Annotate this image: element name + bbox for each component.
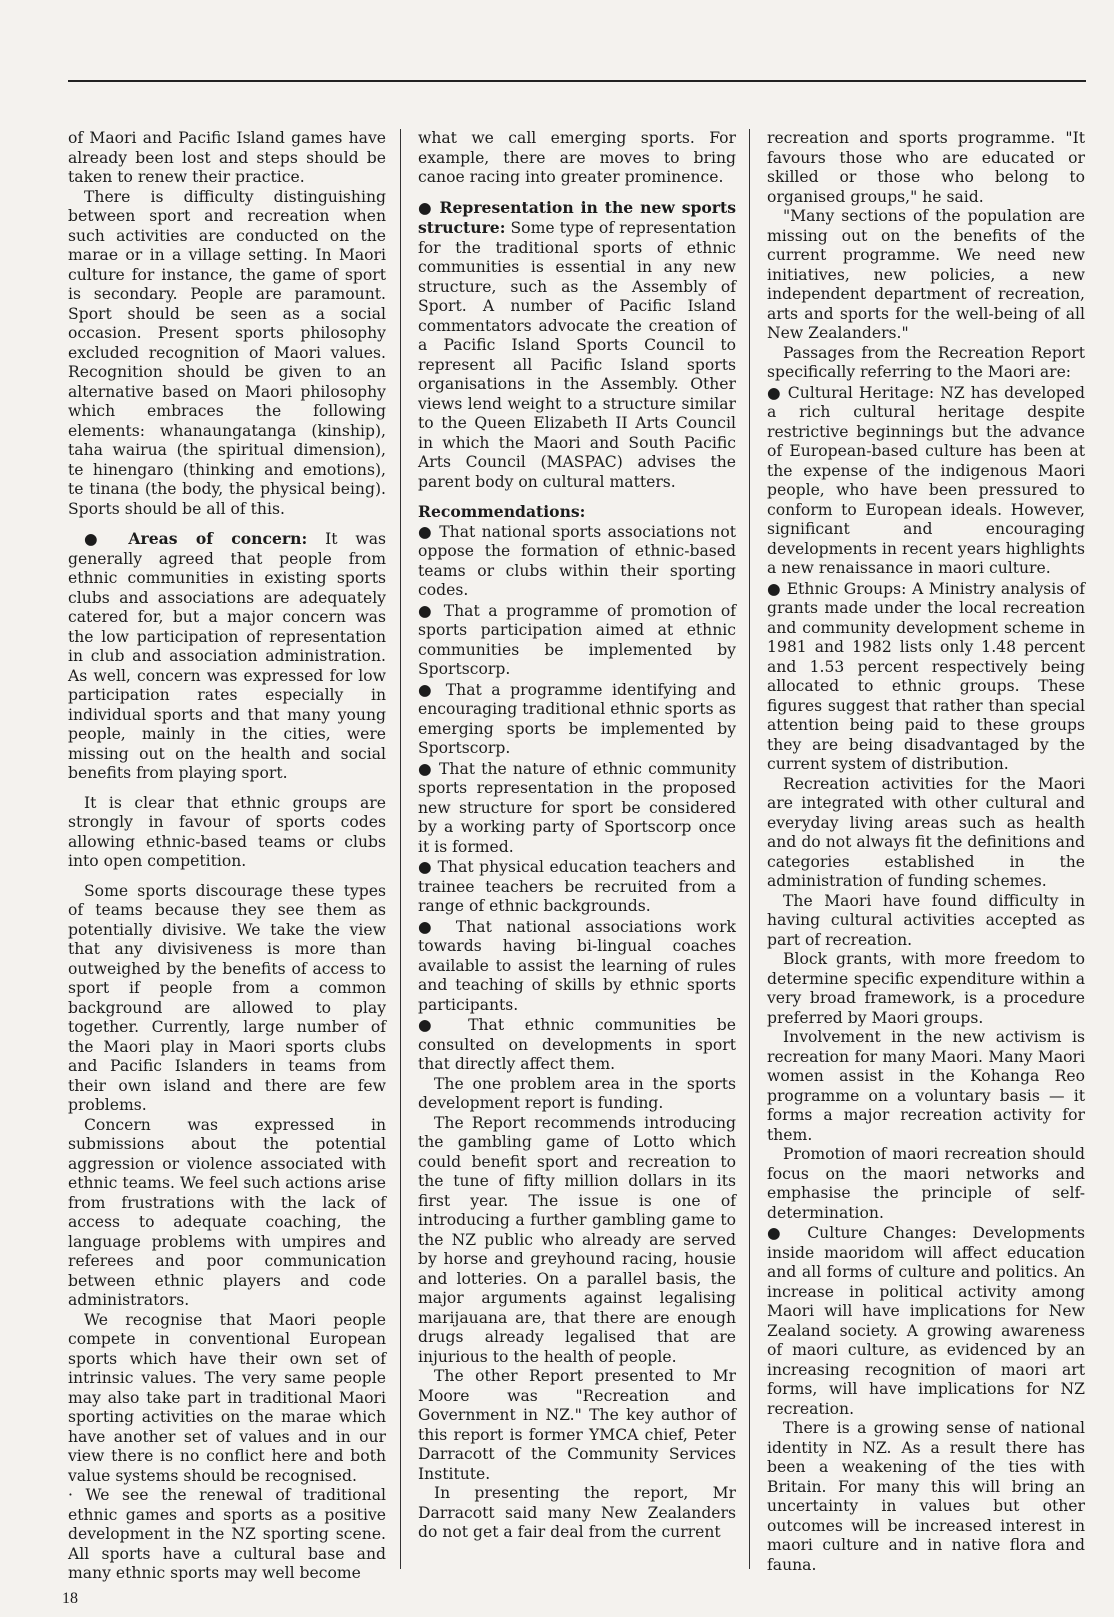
paragraph-representation <box>418 198 736 493</box>
bullet-icon: ● <box>418 600 436 620</box>
recommendation-text: That a programme identifying and encouraging traditional ethnic sports as emerging sports be implemented by Sportscorp. <box>418 680 736 757</box>
recommendation-text: That a programme of promotion of sports participation aimed at ethnic communities be implemented by Sportscorp. <box>418 601 737 678</box>
bullet-icon: ● <box>767 578 782 598</box>
paragraph: In presenting the report, Mr Darracott said many New Zealanders do not get a fair deal from the current <box>418 1484 736 1541</box>
paragraph: Recreation activities for the Maori are integrated with other cultural and everyday living areas such as health and do not always fit the definitions and categories established in the administration of funding schemes. <box>767 774 1085 890</box>
bullet-icon: ● <box>418 916 442 936</box>
paragraph-areas-of-concern <box>68 529 386 784</box>
paragraph: The other Report presented to Mr Moore was "Recreation and Government in NZ." The key author of this report is former YMCA chief, Peter Darracott of the Community Services Institute. <box>418 1367 736 1483</box>
recommendation-text: That national sports associations not oppose the formation of ethnic-based teams or clubs within their sporting codes. <box>418 522 736 599</box>
bullet-icon: ● <box>418 679 437 699</box>
paragraph-text: It was generally agreed that people from ethnic communities in existing sports clubs and associations are adequately catered for, but a major concern was the low participation of representation in club and association administration. As well, concern was expressed for low participation rates especially in individual sports and that many young people, mainly in the cities, were missing out on the health and social benefits from playing sport. <box>68 530 387 782</box>
recommendation-text: That ethnic communities be consulted on developments in sport that directly affect them. <box>418 1016 736 1073</box>
bullet-icon: ● <box>767 1223 792 1242</box>
bullet-icon: ● <box>418 521 433 541</box>
recommendation-item <box>418 601 736 680</box>
paragraph: "Many sections of the population are missing out on the benefits of the current programme. We need new initiatives, new policies, a new independent department of recreation, arts and sports for the well-being of all New Zealanders." <box>767 207 1085 342</box>
paragraph: There is difficulty distinguishing between sport and recreation when such activities are conducted on the marae or in a village setting. In Maori culture for instance, the game of sport is secondary. People are paramount. Sport should be seen as a social occasion. Present sports philosophy excluded recognition of Maori values. Recognition should be given to an alternative based on Maori philosophy which embraces the following elements: whanaungatanga (kinship), taha wairua (the spiritual dimension), te hinengaro (thinking and emotions), te tinana (the body, the physical being). Sports should be all of this. <box>68 187 386 518</box>
recommendation-text: That national associations work towards having bi-lingual coaches available to assist the learning of rules and teaching of skills by ethnic sports participants. <box>418 917 736 1014</box>
bullet-icon: ● <box>418 197 434 217</box>
paragraph-bulleted <box>767 383 1085 579</box>
paragraph: Block grants, with more freedom to determine specific expenditure within a very broad framework, is a procedure preferred by Maori groups. <box>767 950 1085 1027</box>
paragraph: It is clear that ethnic groups are strongly in favour of sports codes allowing ethnic-based teams or clubs into open competition. <box>68 793 386 870</box>
paragraph: There is a growing sense of national identity in NZ. As a result there has been a weakening of the ties with Britain. For many this will bring an uncertainty in values but other outcomes will be increased interest in maori culture and in native flora and fauna. <box>767 1419 1085 1574</box>
paragraph: The Maori have found difficulty in having cultural activities accepted as part of recreation. <box>767 891 1085 949</box>
recommendations-heading: Recommendations: <box>418 502 586 521</box>
paragraph-text: Ethnic Groups: A Ministry analysis of grants made under the local recreation and community development scheme in 1981 and 1982 lists only 1.48 percent and 1.53 percent respectively being allocated to ethnic groups. These figures suggest that rather than special attention being paid to these groups they are being disadvantaged by the current system of distribution. <box>767 579 1085 773</box>
paragraph: The Report recommends introducing the gambling game of Lotto which could benefit sport and recreation to the tune of fifty million dollars in its first year. The issue is one of introducing a further gambling game to the NZ public who already are served by horse and greyhound racing, housie and lotteries. On a parallel basis, the major arguments against legalising marijauana are, that there are enough drugs already legalised that are injurious to the health of people. <box>418 1113 736 1366</box>
paragraph: Some sports discourage these types of teams because they see them as potentially divisive. We take the view that any divisiveness is more than outweighed by the benefits of access to sport if people from a common background are allowed to play together. Currently, large number of the Maori play in Maori sports clubs and Pacific Islanders in teams from their own island and there are few problems. <box>68 881 386 1114</box>
bullet-icon: ● <box>418 857 433 876</box>
paragraph: what we call emerging sports. For example, there are moves to bring canoe racing into greater prominence. <box>418 129 736 186</box>
bullet-icon: ● <box>767 382 782 402</box>
page-number: 18 <box>62 1590 78 1607</box>
paragraph: Passages from the Recreation Report specifically referring to the Maori are: <box>767 343 1085 381</box>
recommendation-item <box>418 917 736 1016</box>
paragraph: The one problem area in the sports development report is funding. <box>418 1074 736 1112</box>
paragraph: Promotion of maori recreation should focus on the maori networks and emphasise the principle of self-determination. <box>767 1145 1085 1222</box>
recommendation-item <box>418 759 736 858</box>
paragraph: · We see the renewal of traditional ethnic games and sports as a positive development in the NZ sporting scene. All sports have a cultural base and many ethnic sports may well become <box>68 1486 386 1582</box>
paragraph-text: Cultural Heritage: NZ has developed a rich cultural heritage despite restrictive beginnings but the advance of European-based culture has been at the expense of the indigenous Maori people, who have been pressured to conform to European ideals. However, significant and encouraging developments in recent years highlights a new renaissance in maori culture. <box>767 383 1085 577</box>
bullet-icon: ● <box>418 1015 448 1034</box>
column-3 <box>767 129 1085 1574</box>
recommendation-text: That physical education teachers and trainee teachers be recruited from a range of ethnic backgrounds. <box>418 858 736 915</box>
column-1 <box>68 129 387 1582</box>
paragraph-text: Some type of representation for the traditional sports of ethnic communities is essential in any new structure, such as the Assembly of Sport. A number of Pacific Island commentators advocate the creation of a Pacific Island Sports Council to represent all Pacific Island sports organisations in the Assembly. Other views lend weight to a structure similar to the Queen Elizabeth II Arts Council in which the Maori and South Pacific Arts Council (MASPAC) advises the parent body on cultural matters. <box>418 219 736 491</box>
subhead: Representation in the new sports structure: <box>418 197 736 237</box>
paragraph-bulleted <box>767 1223 1085 1419</box>
paragraph-text: Culture Changes: Developments inside maoridom will affect education and all forms of culture and politics. An increase in political activity among Maori will have implications for New Zealand society. A growing awareness of maori culture, as evidenced by an increasing recognition of maori art forms, will have implications for NZ recreation. <box>767 1224 1085 1418</box>
column-divider <box>400 129 401 1569</box>
column-divider <box>749 129 750 1569</box>
recommendation-text: That the nature of ethnic community sports representation in the proposed new structure for sport be considered by a working party of Sportscorp once it is formed. <box>418 759 737 856</box>
column-2 <box>418 129 736 1569</box>
recommendation-item <box>418 680 736 759</box>
recommendation-item <box>418 857 736 917</box>
bullet-icon: ● <box>84 529 111 548</box>
subhead: Areas of concern: <box>128 529 308 548</box>
recommendation-item <box>418 522 736 601</box>
paragraph: Involvement in the new activism is recreation for many Maori. Many Maori women assist in the Kohanga Reo programme on a voluntary basis — it forms a major recreation activity for them. <box>767 1028 1085 1144</box>
paragraph-bulleted <box>767 579 1085 775</box>
paragraph: Concern was expressed in submissions about the potential aggression or violence associated with ethnic teams. We feel such actions arise from frustrations with the lack of access to adequate coaching, the language problems with umpires and referees and poor communication between ethnic players and code administrators. <box>68 1115 386 1309</box>
recommendation-item <box>418 1015 736 1075</box>
paragraph: recreation and sports programme. "It favours those who are educated or skilled or those who belong to organised groups," he said. <box>767 129 1085 206</box>
paragraph: We recognise that Maori people compete in conventional European sports which have their own set of intrinsic values. The very same people may also take part in traditional Maori sporting activities on the marae which have another set of values and in our view there is no conflict here and both value systems should be recognised. <box>68 1310 386 1485</box>
bullet-icon: ● <box>418 758 433 778</box>
top-rule <box>68 80 1086 82</box>
paragraph: of Maori and Pacific Island games have already been lost and steps should be taken to renew their practice. <box>68 129 386 186</box>
